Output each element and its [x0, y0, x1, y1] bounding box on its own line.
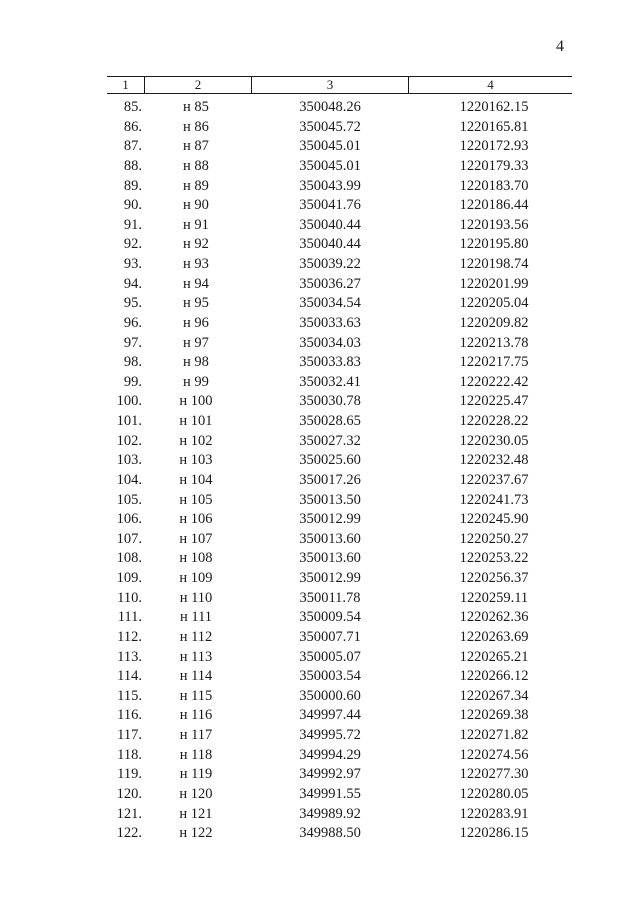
table-row: [0, 726, 639, 746]
table-row: [0, 196, 639, 216]
row-number: 91.: [123, 216, 142, 233]
coordinate-y: 1220213.78: [459, 334, 529, 351]
table-row: [0, 569, 639, 589]
coordinate-y: 1220256.37: [459, 570, 529, 586]
coordinate-x: 350043.99: [299, 177, 361, 194]
point-name: н 108: [179, 550, 213, 567]
coordinate-x: 350040.44: [299, 236, 361, 253]
coordinate-x: 349995.72: [299, 727, 361, 743]
row-number: 85.: [123, 99, 142, 115]
coordinate-x: 350005.07: [299, 648, 361, 665]
coordinate-y: 1220172.93: [459, 138, 529, 155]
point-name: н 120: [179, 785, 213, 802]
coordinate-y: 1220241.73: [459, 491, 529, 508]
point-name: н 95: [183, 295, 209, 312]
table-row: [0, 667, 639, 687]
row-number: 98.: [123, 354, 142, 371]
table-row: [0, 530, 639, 550]
point-name: н 109: [179, 570, 213, 586]
coordinate-y: 1220286.15: [459, 825, 529, 842]
row-number: 112.: [117, 628, 142, 645]
coordinate-x: 350034.54: [299, 295, 361, 312]
coordinate-y: 1220222.42: [459, 373, 529, 390]
table-row: [0, 589, 639, 609]
coordinate-y: 1220201.99: [459, 275, 529, 292]
coordinate-x: 350013.60: [299, 550, 361, 567]
table-row: [0, 549, 639, 569]
coordinate-y: 1220230.05: [459, 432, 529, 449]
row-number: 89.: [123, 177, 142, 194]
column-header-4: 4: [408, 77, 572, 93]
point-name: н 89: [183, 177, 209, 194]
coordinate-x: 349994.29: [299, 746, 361, 763]
point-name: н 114: [179, 668, 213, 685]
coordinate-y: 1220198.74: [459, 256, 529, 272]
row-number: 95.: [123, 295, 142, 312]
coordinate-x: 350041.76: [299, 197, 361, 214]
coordinate-y: 1220263.69: [459, 628, 529, 645]
coordinate-y: 1220162.15: [459, 99, 529, 115]
coordinate-y: 1220271.82: [459, 727, 529, 743]
point-name: н 100: [179, 393, 213, 410]
point-name: н 88: [183, 157, 209, 174]
table-row: [0, 412, 639, 432]
table-row: [0, 373, 639, 393]
table-row: [0, 471, 639, 491]
table-row: [0, 765, 639, 785]
table-row: [0, 451, 639, 471]
coordinate-x: 350007.71: [299, 628, 361, 645]
point-name: н 86: [183, 118, 209, 135]
table-row: [0, 785, 639, 805]
coordinates-table-body: [0, 98, 639, 844]
point-name: н 96: [183, 314, 209, 331]
table-header: [107, 76, 572, 94]
point-name: н 116: [179, 707, 213, 724]
coordinate-x: 350033.83: [299, 354, 361, 371]
table-row: [0, 294, 639, 314]
row-number: 107.: [116, 530, 142, 547]
point-name: н 104: [179, 471, 213, 488]
coordinate-x: 350027.32: [299, 432, 361, 449]
coordinate-x: 349989.92: [299, 805, 361, 822]
table-row: [0, 235, 639, 255]
coordinate-y: 1220205.04: [459, 295, 529, 312]
coordinate-y: 1220277.30: [459, 766, 529, 783]
coordinate-x: 350033.63: [299, 314, 361, 331]
point-name: н 92: [183, 236, 209, 253]
coordinate-y: 1220217.75: [459, 354, 529, 371]
point-name: н 113: [179, 648, 213, 665]
point-name: н 112: [179, 628, 213, 645]
row-number: 97.: [123, 334, 142, 351]
coordinate-y: 1220280.05: [459, 785, 529, 802]
row-number: 103.: [116, 452, 142, 469]
row-number: 116.: [117, 707, 142, 724]
point-name: н 99: [183, 373, 209, 390]
table-row: [0, 648, 639, 668]
column-header-3: 3: [251, 77, 408, 93]
table-row: [0, 805, 639, 825]
coordinate-x: 349988.50: [299, 825, 361, 842]
coordinate-y: 1220228.22: [459, 413, 529, 429]
coordinate-x: 350012.99: [299, 511, 361, 528]
table-row: [0, 628, 639, 648]
table-row: [0, 255, 639, 275]
point-name: н 111: [179, 609, 213, 626]
table-row: [0, 177, 639, 197]
point-name: н 94: [183, 275, 209, 292]
table-row: [0, 137, 639, 157]
coordinate-x: 350003.54: [299, 668, 361, 685]
table-row: [0, 432, 639, 452]
point-name: н 98: [183, 354, 209, 371]
coordinate-x: 350028.65: [299, 413, 361, 429]
coordinate-x: 350045.01: [299, 157, 361, 174]
row-number: 104.: [116, 471, 142, 488]
coordinate-y: 1220183.70: [459, 177, 529, 194]
row-number: 109.: [116, 570, 142, 586]
coordinate-x: 350039.22: [299, 256, 361, 272]
coordinate-x: 350000.60: [299, 687, 361, 704]
table-row: [0, 98, 639, 118]
coordinate-y: 1220250.27: [459, 530, 529, 547]
coordinate-x: 350009.54: [299, 609, 361, 626]
coordinate-y: 1220186.44: [459, 197, 529, 214]
row-number: 110.: [117, 589, 142, 606]
table-row: [0, 510, 639, 530]
coordinate-y: 1220237.67: [459, 471, 529, 488]
point-name: н 97: [183, 334, 209, 351]
row-number: 88.: [123, 157, 142, 174]
coordinate-x: 350034.03: [299, 334, 361, 351]
point-name: н 106: [179, 511, 213, 528]
coordinate-y: 1220225.47: [459, 393, 529, 410]
coordinate-y: 1220245.90: [459, 511, 529, 528]
coordinate-x: 350012.99: [299, 570, 361, 586]
table-row: [0, 353, 639, 373]
coordinate-x: 350032.41: [299, 373, 361, 390]
coordinate-y: 1220179.33: [459, 157, 529, 174]
point-name: н 91: [183, 216, 209, 233]
coordinate-y: 1220262.36: [459, 609, 529, 626]
point-name: н 121: [179, 805, 213, 822]
coordinate-y: 1220274.56: [459, 746, 529, 763]
coordinate-y: 1220193.56: [459, 216, 529, 233]
point-name: н 115: [179, 687, 213, 704]
coordinate-x: 350048.26: [299, 99, 361, 115]
row-number: 96.: [123, 314, 142, 331]
coordinate-x: 350013.60: [299, 530, 361, 547]
row-number: 93.: [123, 256, 142, 272]
row-number: 113.: [117, 648, 142, 665]
table-row: [0, 687, 639, 707]
coordinate-x: 350017.26: [299, 471, 361, 488]
point-name: н 105: [179, 491, 213, 508]
row-number: 86.: [123, 118, 142, 135]
coordinate-x: 350013.50: [299, 491, 361, 508]
coordinate-x: 350030.78: [299, 393, 361, 410]
row-number: 115.: [117, 687, 142, 704]
row-number: 94.: [123, 275, 142, 292]
row-number: 118.: [117, 746, 142, 763]
page-number: 4: [556, 38, 564, 55]
row-number: 122.: [116, 825, 142, 842]
coordinate-x: 350040.44: [299, 216, 361, 233]
coordinate-y: 1220269.38: [459, 707, 529, 724]
coordinate-y: 1220283.91: [459, 805, 529, 822]
coordinate-x: 350011.78: [299, 589, 361, 606]
row-number: 100.: [116, 393, 142, 410]
table-row: [0, 746, 639, 766]
point-name: н 118: [179, 746, 213, 763]
coordinate-y: 1220195.80: [459, 236, 529, 253]
row-number: 111.: [117, 609, 142, 626]
coordinate-x: 349992.97: [299, 766, 361, 783]
point-name: н 90: [183, 197, 209, 214]
table-row: [0, 118, 639, 138]
row-number: 90.: [123, 197, 142, 214]
table-row: [0, 608, 639, 628]
coordinate-x: 350025.60: [299, 452, 361, 469]
coordinate-y: 1220259.11: [459, 589, 529, 606]
point-name: н 122: [179, 825, 213, 842]
row-number: 92.: [123, 236, 142, 253]
column-header-1: 1: [122, 77, 129, 92]
table-row: [0, 392, 639, 412]
point-name: н 107: [179, 530, 213, 547]
table-row: [0, 706, 639, 726]
table-row: [0, 157, 639, 177]
row-number: 114.: [117, 668, 142, 685]
point-name: н 101: [179, 413, 213, 429]
coordinate-x: 349991.55: [299, 785, 361, 802]
coordinate-y: 1220232.48: [459, 452, 529, 469]
point-name: н 117: [179, 727, 213, 743]
coordinate-x: 350045.01: [299, 138, 361, 155]
table-row: [0, 216, 639, 236]
row-number: 117.: [117, 727, 142, 743]
coordinate-y: 1220266.12: [459, 668, 529, 685]
row-number: 105.: [116, 491, 142, 508]
point-name: н 85: [183, 99, 209, 115]
row-number: 101.: [116, 413, 142, 429]
row-number: 102.: [116, 432, 142, 449]
coordinate-y: 1220209.82: [459, 314, 529, 331]
row-number: 87.: [123, 138, 142, 155]
table-row: [0, 491, 639, 511]
coordinate-y: 1220267.34: [459, 687, 529, 704]
table-row: [0, 275, 639, 295]
coordinate-x: 350045.72: [299, 118, 361, 135]
row-number: 120.: [116, 785, 142, 802]
row-number: 119.: [117, 766, 142, 783]
table-row: [0, 314, 639, 334]
table-row: [0, 334, 639, 354]
coordinate-y: 1220165.81: [459, 118, 529, 135]
column-header-2: 2: [144, 77, 251, 93]
row-number: 108.: [116, 550, 142, 567]
point-name: н 93: [183, 256, 209, 272]
table-row: [0, 824, 639, 844]
row-number: 99.: [123, 373, 142, 390]
coordinate-y: 1220265.21: [459, 648, 529, 665]
point-name: н 87: [183, 138, 209, 155]
coordinate-x: 350036.27: [299, 275, 361, 292]
row-number: 121.: [116, 805, 142, 822]
coordinate-x: 349997.44: [299, 707, 361, 724]
point-name: н 110: [179, 589, 213, 606]
point-name: н 119: [179, 766, 213, 783]
row-number: 106.: [116, 511, 142, 528]
coordinate-y: 1220253.22: [459, 550, 529, 567]
point-name: н 103: [179, 452, 213, 469]
point-name: н 102: [179, 432, 213, 449]
